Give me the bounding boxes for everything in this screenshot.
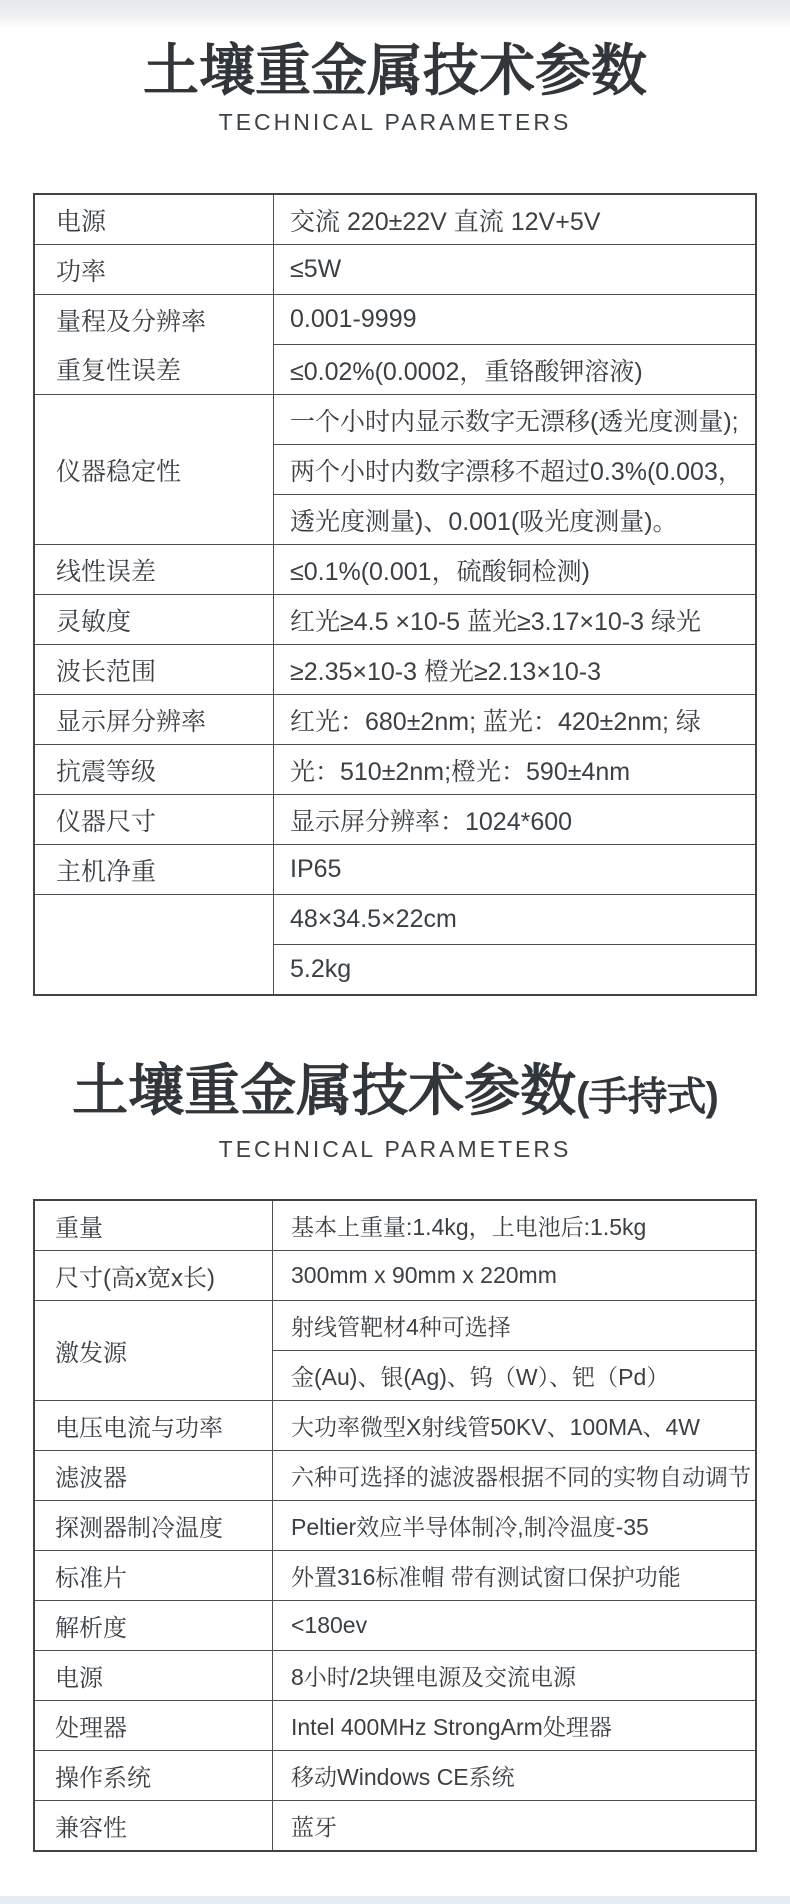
param-value: 蓝牙 bbox=[273, 1801, 757, 1852]
bottom-band bbox=[0, 1896, 790, 1904]
section-title-text: 土壤重金属技术参数 bbox=[72, 1059, 577, 1123]
param-row bbox=[34, 295, 756, 345]
param-label-cell bbox=[34, 745, 274, 795]
param-value: IP65 bbox=[274, 845, 757, 895]
section-benchtop bbox=[0, 28, 790, 996]
param-row bbox=[34, 1251, 756, 1301]
param-value: 48×34.5×22cm bbox=[274, 895, 757, 945]
param-row bbox=[34, 845, 756, 895]
param-row bbox=[34, 1451, 756, 1501]
param-label-cell bbox=[34, 194, 274, 245]
param-label: 波长范围 bbox=[56, 657, 157, 686]
param-label: 重量 bbox=[55, 1215, 103, 1243]
param-value: 光：510±2nm;橙光：590±4nm bbox=[274, 745, 757, 795]
param-label-cell bbox=[34, 895, 274, 996]
param-label-cell bbox=[34, 595, 274, 645]
parameters-table-benchtop bbox=[33, 193, 757, 996]
param-row bbox=[34, 1501, 756, 1551]
param-value: ≤5W bbox=[274, 245, 757, 295]
param-value: 两个小时内数字漂移不超过0.3%(0.003， bbox=[274, 445, 757, 495]
param-value: 六种可选择的滤波器根据不同的实物自动调节 bbox=[273, 1451, 757, 1501]
bottom-spacer bbox=[0, 1852, 790, 1896]
param-label-cell bbox=[34, 545, 274, 595]
param-row bbox=[34, 395, 756, 445]
param-label: 显示屏分辨率 bbox=[56, 707, 207, 736]
param-value: 0.001-9999 bbox=[274, 295, 757, 345]
param-value: 一个小时内显示数字无漂移(透光度测量); bbox=[274, 395, 757, 445]
param-value: Intel 400MHz StrongArm处理器 bbox=[273, 1701, 757, 1751]
param-label-cell bbox=[34, 1401, 273, 1451]
section-title-suffix: (手持式) bbox=[576, 1075, 718, 1120]
param-row bbox=[34, 1200, 756, 1251]
param-row bbox=[34, 194, 756, 245]
param-label: 滤波器 bbox=[55, 1465, 127, 1493]
param-label: 电压电流与功率 bbox=[55, 1415, 223, 1443]
param-label: 量程及分辨率 bbox=[56, 308, 207, 337]
param-label-cell bbox=[34, 695, 274, 745]
param-row bbox=[34, 1651, 756, 1701]
param-value: ≤0.02%(0.0002，重铬酸钾溶液) bbox=[274, 345, 757, 395]
param-value: ≤0.1%(0.001，硫酸铜检测) bbox=[274, 545, 757, 595]
param-value: 8小时/2块锂电源及交流电源 bbox=[273, 1651, 757, 1701]
section-title bbox=[0, 1058, 790, 1124]
section-handheld bbox=[0, 996, 790, 1852]
param-row bbox=[34, 795, 756, 845]
param-label: 功率 bbox=[56, 257, 107, 286]
param-label-cell bbox=[34, 845, 274, 895]
parameters-table-handheld bbox=[33, 1199, 757, 1852]
param-label-cell bbox=[34, 1551, 273, 1601]
param-value: 移动Windows CE系统 bbox=[273, 1751, 757, 1801]
param-label: 仪器稳定性 bbox=[56, 457, 182, 486]
param-label-cell bbox=[34, 245, 274, 295]
param-label-cell bbox=[34, 295, 274, 395]
param-value: 透光度测量)、0.001(吸光度测量)。 bbox=[274, 495, 757, 545]
param-label-cell bbox=[34, 1251, 273, 1301]
param-label: 探测器制冷温度 bbox=[55, 1515, 223, 1543]
param-label: 线性误差 bbox=[56, 557, 157, 586]
param-label: 电源 bbox=[55, 1665, 103, 1693]
param-label-cell bbox=[34, 1301, 273, 1401]
param-value: 交流 220±22V 直流 12V+5V bbox=[274, 194, 757, 245]
param-label bbox=[56, 920, 267, 969]
section-subtitle: TECHNICAL PARAMETERS bbox=[218, 109, 572, 136]
param-value: 显示屏分辨率：1024*600 bbox=[274, 795, 757, 845]
param-label: 标准片 bbox=[55, 1565, 127, 1593]
param-value: 5.2kg bbox=[274, 945, 757, 996]
section-subtitle: TECHNICAL PARAMETERS bbox=[218, 1136, 572, 1163]
param-label: 电源 bbox=[56, 207, 107, 236]
param-label: 兼容性 bbox=[55, 1815, 127, 1843]
param-label-cell bbox=[34, 1751, 273, 1801]
param-row bbox=[34, 745, 756, 795]
param-label: 主机净重 bbox=[56, 857, 157, 886]
section-title-text: 土壤重金属技术参数 bbox=[143, 39, 647, 102]
param-label: 激发源 bbox=[55, 1340, 127, 1368]
param-value: 红光≥4.5 ×10-5 蓝光≥3.17×10-3 绿光 bbox=[274, 595, 757, 645]
param-label: 处理器 bbox=[55, 1715, 127, 1743]
param-label-cell bbox=[34, 1801, 273, 1852]
param-label: 重复性误差 bbox=[56, 357, 182, 386]
param-row bbox=[34, 1801, 756, 1852]
section-title bbox=[0, 38, 790, 104]
param-row bbox=[34, 1751, 756, 1801]
param-value: 红光：680±2nm; 蓝光：420±2nm; 绿 bbox=[274, 695, 757, 745]
param-label-cell bbox=[34, 1200, 273, 1251]
param-value: 300mm x 90mm x 220mm bbox=[273, 1251, 757, 1301]
param-value: Peltier效应半导体制冷,制冷温度-35 bbox=[273, 1501, 757, 1551]
param-label: 解析度 bbox=[55, 1615, 127, 1643]
param-row bbox=[34, 645, 756, 695]
param-label-cell bbox=[34, 795, 274, 845]
param-label-cell bbox=[34, 645, 274, 695]
param-label: 仪器尺寸 bbox=[56, 807, 157, 836]
param-label-cell bbox=[34, 1601, 273, 1651]
param-row bbox=[34, 895, 756, 945]
param-row bbox=[34, 245, 756, 295]
param-row bbox=[34, 1551, 756, 1601]
param-label-cell bbox=[34, 1651, 273, 1701]
param-value: ≥2.35×10-3 橙光≥2.13×10-3 bbox=[274, 645, 757, 695]
param-value: 大功率微型X射线管50KV、100MA、4W bbox=[273, 1401, 757, 1451]
param-label: 尺寸(高x宽x长) bbox=[55, 1265, 215, 1293]
param-value: 金(Au)、银(Ag)、钨（W）、钯（Pd） bbox=[273, 1351, 757, 1401]
param-row bbox=[34, 545, 756, 595]
param-label: 抗震等级 bbox=[56, 757, 157, 786]
param-label: 灵敏度 bbox=[56, 607, 132, 636]
param-row bbox=[34, 1701, 756, 1751]
param-row bbox=[34, 595, 756, 645]
param-label: 操作系统 bbox=[55, 1765, 151, 1793]
param-row bbox=[34, 1601, 756, 1651]
param-value: <180ev bbox=[273, 1601, 757, 1651]
param-label-cell bbox=[34, 1501, 273, 1551]
param-value: 外置316标准帽 带有测试窗口保护功能 bbox=[273, 1551, 757, 1601]
param-label-cell bbox=[34, 1451, 273, 1501]
param-row bbox=[34, 1401, 756, 1451]
param-value: 射线管靶材4种可选择 bbox=[273, 1301, 757, 1351]
param-label-cell bbox=[34, 1701, 273, 1751]
top-gradient-band bbox=[0, 0, 790, 28]
param-label-cell bbox=[34, 395, 274, 545]
param-row bbox=[34, 695, 756, 745]
param-value: 基本上重量:1.4kg，上电池后:1.5kg bbox=[273, 1200, 757, 1251]
param-row bbox=[34, 1301, 756, 1351]
